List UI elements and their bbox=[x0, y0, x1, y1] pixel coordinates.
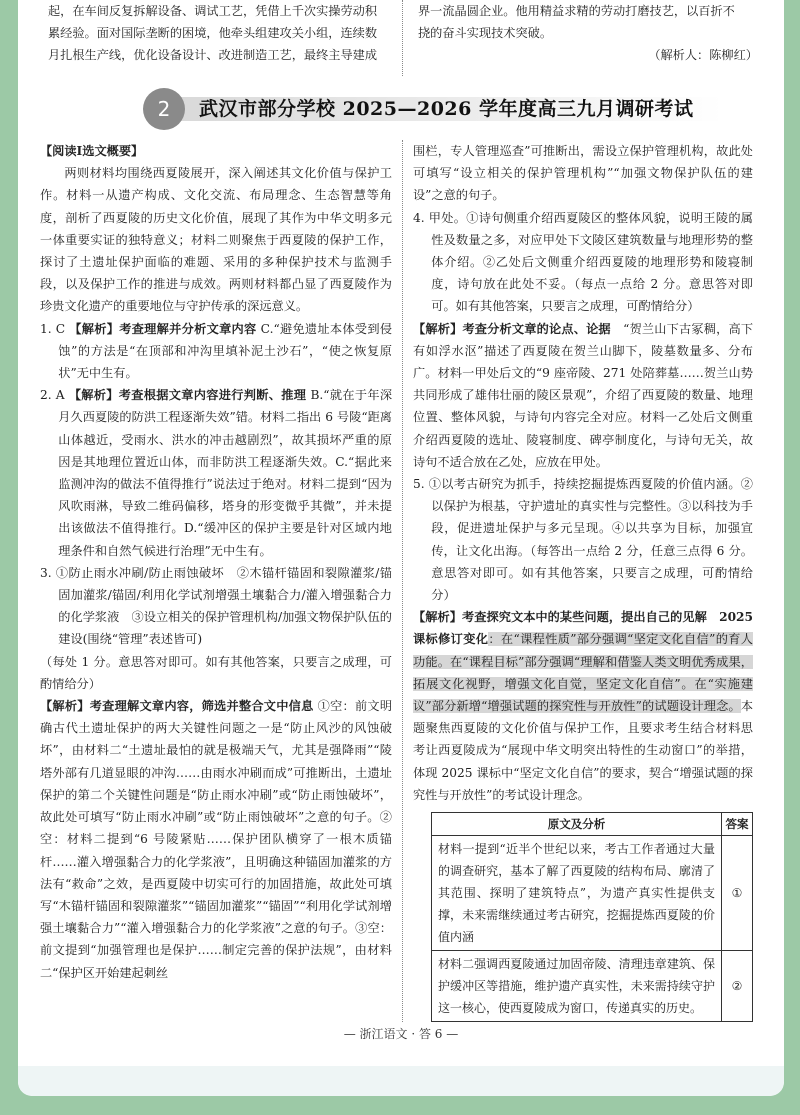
continued-text: 围栏，专人管理巡查”可推断出，需设立保护管理机构，故此处可填写“设立相关的保护管理机构”“加强文物保护队伍的建设”之意的句子。 bbox=[413, 144, 753, 203]
analysis-text: C.“避免遗址本体受到侵蚀”的方法是“在顶部和冲沟里填补泥土沙石”，“使之恢复原状”无中生有。 bbox=[58, 321, 393, 381]
table-header-row bbox=[432, 813, 753, 836]
section-header bbox=[143, 88, 763, 130]
text-line: 挠的奋斗实现技术突破。 bbox=[418, 26, 553, 40]
column-divider bbox=[402, 0, 403, 76]
overview-text: 两则材料均围绕西夏陵展开，深入阐述其文化价值与保护工作。材料一从遗产构成、文化交流、布局理念、生态智慧等角度，剖析了西夏陵的历史文化价值，展现了其作为中华文明多元一体重要实证的独特意义；材料二则聚焦于西夏陵的保护工作，探讨了土遗址保护面临的难题、采用的多种保护技术与监测手段，以及保护工作的推进与成效。两则材料都凸显了西夏陵作为珍贵文化遗产的重要地位与守护传承的深远意义。 bbox=[40, 166, 392, 314]
table-cell: ② bbox=[722, 951, 753, 1022]
table-row bbox=[432, 951, 753, 1022]
analysis-text: “贺兰山下古冢稠，高下有如浮水沤”描述了西夏陵在贺兰山脚下，陵墓数量多、分布广。材料一甲处后文的“9 座帝陵、271 处陪葬墓……贺兰山势共同形成了雄伟壮丽的陵区景观”，介绍了西夏陵的数量、地理位置、整体风貌，与诗句内容完全对应。材料一乙处后文侧重介绍西夏陵的选址、陵寝制度、碑亭制度化，与诗句无关，故诗句不适合放在乙处，应放在甲处。 bbox=[413, 321, 754, 469]
answer-q5: 5. ①以考古研究为抓手，持续挖掘提炼西夏陵的价值内涵。②以保护为根基，守护遗址的真实性与完整性。③以科技为手段，促进遗址保护与多元呈现。④以共享为目标，加强宣传，让文化出海。（每答出一点给 2 分，任意三点得 6 分。意思答对即可。如有其他答案，只要言之成理，可酌情给分） bbox=[413, 477, 753, 603]
previous-section-tail bbox=[18, 0, 784, 80]
answer-key: 1. C bbox=[40, 321, 70, 336]
answer-key: 2. A bbox=[40, 388, 69, 403]
answer-q1 bbox=[40, 318, 392, 385]
section-title: 武汉市部分学校 2025—2026 学年度高三九月调研考试 bbox=[199, 98, 694, 120]
analysis-q3 bbox=[40, 695, 392, 984]
right-column bbox=[413, 140, 753, 1022]
table-cell: 材料一提到“近半个世纪以来，考古工作者通过大量的调查研究，基本了解了西夏陵的结构布局、廓清了其范围、探明了建筑特点”，为遗产真实性提供支撑，未来需继续通过考古研究，挖掘提炼西夏陵的价值内涵 bbox=[432, 836, 722, 951]
text-line: 月扎根生产线，优化设备设计、改进制造工艺，最终主导建成 bbox=[48, 48, 378, 62]
top-left-column bbox=[48, 0, 398, 66]
analysis-tag: 【解析】考查理解并分析文章内容 bbox=[69, 321, 257, 336]
top-right-column bbox=[418, 0, 758, 66]
column-header: 答案 bbox=[722, 813, 753, 836]
analysis-q5 bbox=[413, 606, 753, 806]
overview-heading: 【阅读Ⅰ选文概要】 bbox=[40, 144, 144, 158]
table-row bbox=[432, 836, 753, 951]
analysis-tag: 【解析】考查根据文章内容进行判断、推理 bbox=[68, 388, 307, 403]
bottom-band bbox=[18, 1066, 784, 1096]
answer-page bbox=[18, 0, 784, 1096]
table-cell: 材料二强调西夏陵通过加固帝陵、清理违章建筑、保护缓冲区等措施，维护遗产真实性，未来需持续守护这一核心，使西夏陵成为窗口，传递真实的历史。 bbox=[432, 951, 722, 1022]
text-line: 累经验。面对国际垄断的困境，他牵头组建攻关小组，连续数 bbox=[48, 26, 378, 40]
analysis-tag: 【解析】考查理解文章内容，筛选并整合文中信息 bbox=[40, 699, 314, 714]
left-column bbox=[40, 140, 392, 984]
column-divider bbox=[402, 140, 403, 1022]
answer-q2 bbox=[40, 384, 392, 562]
analysis-text: 本题聚焦西夏陵的文化价值与保护工作，且要求考生结合材料思考让西夏陵成为“展现中华文明突出特性的生动窗口”的举措，体现 2025 课标中“坚定文化自信”的要求，契合“增强试题的探究性与开放性”的考试设计理念。 bbox=[413, 699, 753, 802]
column-header: 原文及分析 bbox=[432, 813, 722, 836]
analysis-tag: 【解析】考查探究文本中的某些问题，提出自己的见解 bbox=[413, 610, 707, 625]
score-note: （每处 1 分。意思答对即可。如有其他答案，只要言之成理，可酌情给分） bbox=[40, 654, 392, 691]
analyst-credit: （解析人：陈柳红） bbox=[648, 48, 758, 62]
page-footer: — 浙江语文 · 答 6 — bbox=[343, 1027, 459, 1041]
analysis-text: ①空：前文明确古代土遗址保护的两大关键性问题之一是“防止风沙的风蚀破坏”，由材料二“土遗址最怕的就是极端天气，尤其是强降雨”“陵塔外部有几道显眼的冲沟……由雨水冲刷而成”可推断出，土遗址保护的第二个关键性问题是“防止雨水冲刷”或“防止雨蚀破坏”，故此处可填写“防止雨水冲刷”或“防止雨蚀破坏”之意的句子。②空：材料二提到“6 号陵紧贴……保护团队横穿了一根木质锚杆……灌入增强黏合力的化学浆液”，且明确这种锚固加灌浆的方法有“救命”之效，是西夏陵中切实可行的加固措施，故此处可填写“木锚杆锚固和裂隙灌浆”“锚固加灌浆”“锚固”“利用化学试剂增强土壤黏合力”“灌入增强黏合力的化学浆液”之意的句子。③空：前文提到“加强管理也是保护……制定完善的保护法规”，由材料二“保护区开始建起刺丝 bbox=[40, 699, 393, 980]
analysis-text: B.“就在于年深月久西夏陵的防洪工程逐渐失效”错。材料二指出 6 号陵“距离山体越近，受雨水、洪水的冲击越剧烈”，故其损坏严重的原因是其地理位置近山体，而非防洪工程逐渐失效。C.“据此来监测冲沟的做法不值得推行”说法过于绝对。材料二提到“因为风吹雨淋，导致二维码偏移，塔身的形变微乎其微”，并未提出该做法不值得推行。D.“缓冲区的保护主要是针对区域内地理条件和自然气候进行治理”无中生有。 bbox=[58, 388, 393, 558]
answer-q3: 3. ①防止雨水冲刷/防止雨蚀破坏 ②木锚杆锚固和裂隙灌浆/锚固加灌浆/锚固/利用化学试剂增强土壤黏合力/灌入增强黏合力的化学浆液 ③设立相关的保护管理机构/加强文物保护队伍的建设(围绕“管理”表述皆可) bbox=[40, 565, 392, 647]
analysis-table bbox=[431, 812, 753, 1022]
text-line: 界一流晶圆企业。他用精益求精的劳动打磨技艺，以百折不 bbox=[418, 4, 735, 18]
analysis-q4 bbox=[413, 318, 753, 473]
answer-q4: 4. 甲处。①诗句侧重介绍西夏陵区的整体风貌，说明王陵的属性及数量之多，对应甲处下文陵区建筑数量与地理形势的整体介绍。②乙处后文侧重介绍西夏陵的地理形势和陵寝制度，诗句放在此处不妥。（每点一点给 2 分。意思答对即可。如有其他答案，只要言之成理，可酌情给分） bbox=[413, 210, 753, 314]
analysis-tag: 【解析】考查分析文章的论点、论据 bbox=[413, 321, 611, 336]
text-line: 起，在车间反复拆解设备、调试工艺，凭借上千次实操劳动积 bbox=[48, 4, 378, 18]
standard-change-text: ：在“课程性质”部分强调“坚定文化自信”的育人功能。在“课程目标”部分强调“理解和借鉴人类文明优秀成果，拓展文化视野，增强文化自觉，坚定文化自信”。在“实施建议”部分新增“增强试题的探究性与开放性”的试题设计理念。 bbox=[413, 632, 753, 714]
section-number-badge: 2 bbox=[143, 88, 185, 130]
standard-change-heading: 2025 课标修订变化 bbox=[413, 610, 754, 647]
table-cell: ① bbox=[722, 836, 753, 951]
